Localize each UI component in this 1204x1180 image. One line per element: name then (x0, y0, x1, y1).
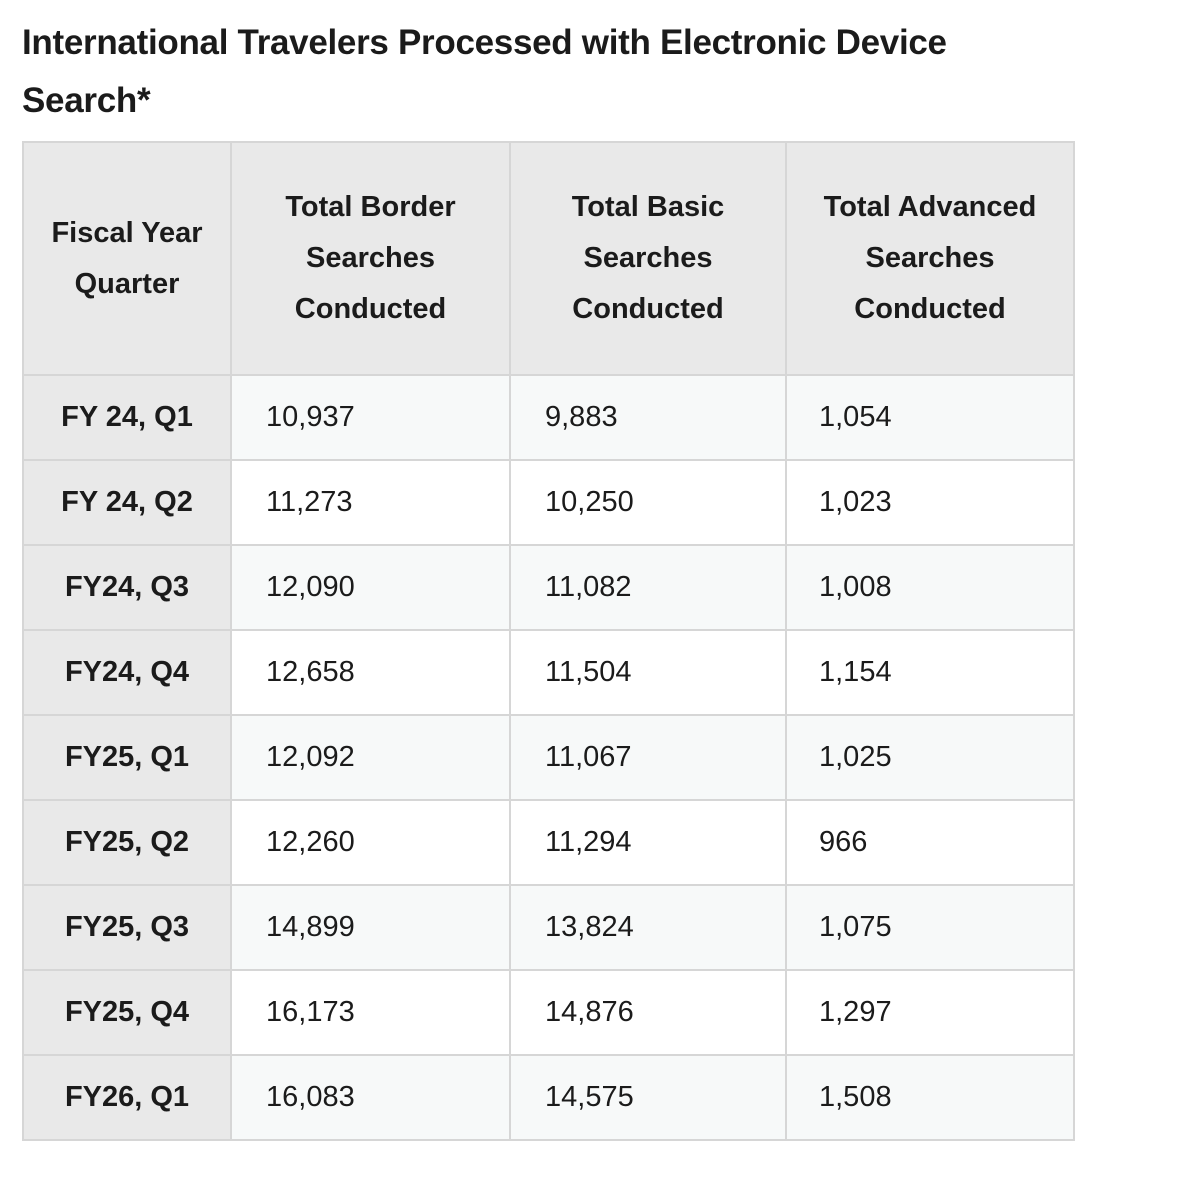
cell-advanced-searches: 1,508 (786, 1055, 1074, 1140)
cell-border-searches: 12,090 (231, 545, 510, 630)
cell-border-searches: 12,260 (231, 800, 510, 885)
table-row (23, 630, 1074, 715)
cell-quarter: FY25, Q3 (23, 885, 231, 970)
cell-border-searches: 14,899 (231, 885, 510, 970)
cell-advanced-searches: 1,297 (786, 970, 1074, 1055)
cell-quarter: FY24, Q3 (23, 545, 231, 630)
header-fiscal-year-quarter: Fiscal Year Quarter (23, 142, 231, 375)
device-search-table (22, 141, 1075, 1141)
table-header-row (23, 142, 1074, 375)
cell-basic-searches: 10,250 (510, 460, 786, 545)
cell-border-searches: 12,658 (231, 630, 510, 715)
cell-basic-searches: 11,067 (510, 715, 786, 800)
cell-border-searches: 10,937 (231, 375, 510, 460)
header-total-basic-searches: Total Basic Searches Conducted (510, 142, 786, 375)
cell-border-searches: 12,092 (231, 715, 510, 800)
cell-basic-searches: 13,824 (510, 885, 786, 970)
table-row (23, 375, 1074, 460)
cell-basic-searches: 9,883 (510, 375, 786, 460)
cell-advanced-searches: 1,025 (786, 715, 1074, 800)
header-total-advanced-searches: Total Advanced Searches Conducted (786, 142, 1074, 375)
cell-border-searches: 11,273 (231, 460, 510, 545)
cell-basic-searches: 11,294 (510, 800, 786, 885)
cell-border-searches: 16,173 (231, 970, 510, 1055)
table-row (23, 715, 1074, 800)
cell-advanced-searches: 966 (786, 800, 1074, 885)
cell-advanced-searches: 1,054 (786, 375, 1074, 460)
cell-basic-searches: 11,504 (510, 630, 786, 715)
cell-advanced-searches: 1,075 (786, 885, 1074, 970)
table-row (23, 885, 1074, 970)
cell-quarter: FY 24, Q1 (23, 375, 231, 460)
table-row (23, 545, 1074, 630)
cell-advanced-searches: 1,154 (786, 630, 1074, 715)
cell-quarter: FY 24, Q2 (23, 460, 231, 545)
cell-advanced-searches: 1,023 (786, 460, 1074, 545)
cell-quarter: FY25, Q4 (23, 970, 231, 1055)
cell-basic-searches: 14,876 (510, 970, 786, 1055)
cell-advanced-searches: 1,008 (786, 545, 1074, 630)
cell-quarter: FY25, Q1 (23, 715, 231, 800)
cell-quarter: FY24, Q4 (23, 630, 231, 715)
cell-basic-searches: 14,575 (510, 1055, 786, 1140)
page-title: International Travelers Processed with Electronic Device Search* (22, 23, 947, 120)
cell-basic-searches: 11,082 (510, 545, 786, 630)
cell-quarter: FY26, Q1 (23, 1055, 231, 1140)
table-row (23, 800, 1074, 885)
header-total-border-searches: Total Border Searches Conducted (231, 142, 510, 375)
table-row (23, 1055, 1074, 1140)
cell-quarter: FY25, Q2 (23, 800, 231, 885)
table-row (23, 970, 1074, 1055)
table-row (23, 460, 1074, 545)
cell-border-searches: 16,083 (231, 1055, 510, 1140)
